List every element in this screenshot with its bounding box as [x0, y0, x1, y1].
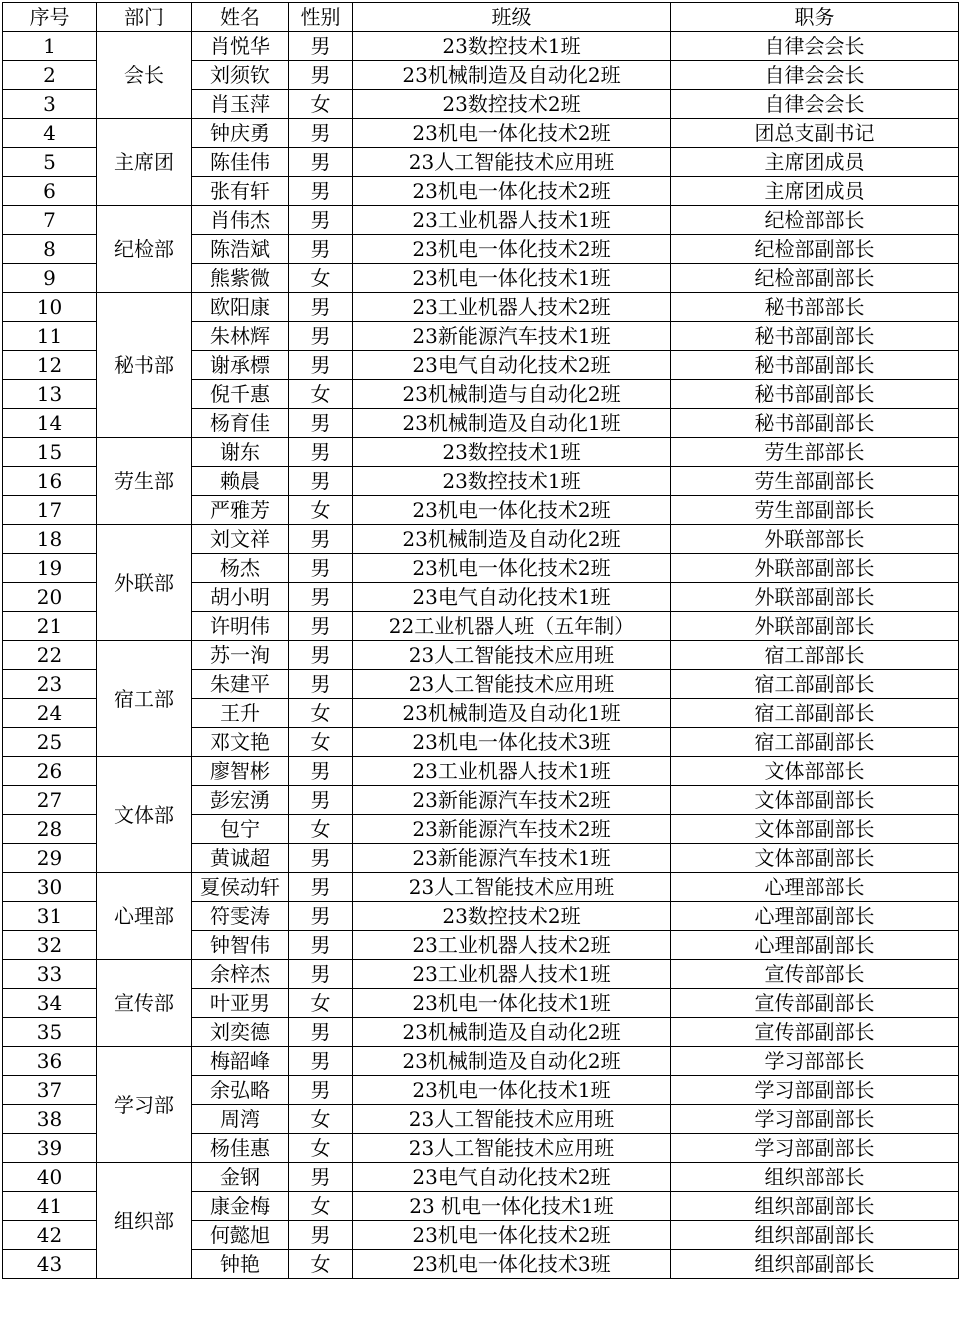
- row-number-cell: 18: [3, 525, 97, 554]
- row-number-cell: 12: [3, 351, 97, 380]
- header-row: [3, 3, 959, 32]
- position-cell: 宿工部副部长: [671, 699, 959, 728]
- gender-cell: 男: [289, 148, 353, 177]
- row-number-cell: 13: [3, 380, 97, 409]
- row-number-cell: 1: [3, 32, 97, 61]
- position-cell: 纪检部部长: [671, 206, 959, 235]
- row-number-cell: 38: [3, 1105, 97, 1134]
- row-number-cell: 11: [3, 322, 97, 351]
- class-cell: 23机械制造与自动化2班: [353, 380, 671, 409]
- class-cell: 23机械制造及自动化2班: [353, 525, 671, 554]
- name-cell: 肖玉萍: [192, 90, 289, 119]
- row-number-cell: 24: [3, 699, 97, 728]
- gender-cell: 男: [289, 554, 353, 583]
- row-number-cell: 37: [3, 1076, 97, 1105]
- position-cell: 心理部副部长: [671, 931, 959, 960]
- gender-cell: 男: [289, 1018, 353, 1047]
- row-number-cell: 9: [3, 264, 97, 293]
- department-cell: 文体部: [97, 757, 192, 873]
- position-cell: 自律会会长: [671, 90, 959, 119]
- class-cell: 23人工智能技术应用班: [353, 1105, 671, 1134]
- class-cell: 23机电一体化技术1班: [353, 264, 671, 293]
- class-cell: 23机械制造及自动化2班: [353, 1018, 671, 1047]
- name-cell: 倪千惠: [192, 380, 289, 409]
- class-cell: 23工业机器人技术1班: [353, 757, 671, 786]
- position-cell: 纪检部副部长: [671, 264, 959, 293]
- table-row: [3, 1163, 959, 1192]
- row-number-cell: 5: [3, 148, 97, 177]
- class-cell: 23电气自动化技术2班: [353, 351, 671, 380]
- row-number-cell: 14: [3, 409, 97, 438]
- class-cell: 23机电一体化技术2班: [353, 177, 671, 206]
- table-row: [3, 206, 959, 235]
- row-number-cell: 10: [3, 293, 97, 322]
- header-class: 班级: [353, 3, 671, 32]
- name-cell: 钟智伟: [192, 931, 289, 960]
- position-cell: 学习部副部长: [671, 1076, 959, 1105]
- table-row: [3, 119, 959, 148]
- class-cell: 23电气自动化技术1班: [353, 583, 671, 612]
- name-cell: 金钢: [192, 1163, 289, 1192]
- header-position: 职务: [671, 3, 959, 32]
- class-cell: 23机械制造及自动化1班: [353, 699, 671, 728]
- position-cell: 劳生部副部长: [671, 496, 959, 525]
- name-cell: 谢东: [192, 438, 289, 467]
- name-cell: 康金梅: [192, 1192, 289, 1221]
- table-row: [3, 960, 959, 989]
- name-cell: 朱建平: [192, 670, 289, 699]
- class-cell: 23人工智能技术应用班: [353, 148, 671, 177]
- department-cell: 外联部: [97, 525, 192, 641]
- position-cell: 组织部部长: [671, 1163, 959, 1192]
- gender-cell: 男: [289, 235, 353, 264]
- department-cell: 宿工部: [97, 641, 192, 757]
- position-cell: 秘书部副部长: [671, 322, 959, 351]
- class-cell: 23机电一体化技术2班: [353, 235, 671, 264]
- position-cell: 学习部副部长: [671, 1134, 959, 1163]
- class-cell: 23人工智能技术应用班: [353, 641, 671, 670]
- position-cell: 心理部部长: [671, 873, 959, 902]
- row-number-cell: 17: [3, 496, 97, 525]
- gender-cell: 女: [289, 90, 353, 119]
- position-cell: 文体部副部长: [671, 815, 959, 844]
- row-number-cell: 15: [3, 438, 97, 467]
- class-cell: 23人工智能技术应用班: [353, 873, 671, 902]
- name-cell: 邓文艳: [192, 728, 289, 757]
- position-cell: 宿工部副部长: [671, 728, 959, 757]
- table-row: [3, 32, 959, 61]
- name-cell: 叶亚男: [192, 989, 289, 1018]
- gender-cell: 男: [289, 844, 353, 873]
- class-cell: 23机电一体化技术3班: [353, 728, 671, 757]
- gender-cell: 男: [289, 409, 353, 438]
- name-cell: 刘文祥: [192, 525, 289, 554]
- row-number-cell: 40: [3, 1163, 97, 1192]
- row-number-cell: 2: [3, 61, 97, 90]
- name-cell: 钟庆勇: [192, 119, 289, 148]
- name-cell: 符雯涛: [192, 902, 289, 931]
- position-cell: 宣传部副部长: [671, 989, 959, 1018]
- gender-cell: 男: [289, 1221, 353, 1250]
- name-cell: 谢承標: [192, 351, 289, 380]
- gender-cell: 男: [289, 786, 353, 815]
- class-cell: 23新能源汽车技术1班: [353, 844, 671, 873]
- row-number-cell: 26: [3, 757, 97, 786]
- roster-body: [3, 32, 959, 1279]
- name-cell: 刘奕德: [192, 1018, 289, 1047]
- class-cell: 23人工智能技术应用班: [353, 1134, 671, 1163]
- table-row: [3, 525, 959, 554]
- row-number-cell: 43: [3, 1250, 97, 1279]
- row-number-cell: 7: [3, 206, 97, 235]
- class-cell: 23工业机器人技术1班: [353, 206, 671, 235]
- position-cell: 外联部副部长: [671, 612, 959, 641]
- row-number-cell: 4: [3, 119, 97, 148]
- position-cell: 宿工部部长: [671, 641, 959, 670]
- header-name: 姓名: [192, 3, 289, 32]
- roster-table: [2, 2, 959, 1279]
- department-cell: 主席团: [97, 119, 192, 206]
- gender-cell: 女: [289, 1134, 353, 1163]
- position-cell: 自律会会长: [671, 32, 959, 61]
- class-cell: 23数控技术2班: [353, 90, 671, 119]
- position-cell: 文体部副部长: [671, 844, 959, 873]
- class-cell: 23人工智能技术应用班: [353, 670, 671, 699]
- row-number-cell: 8: [3, 235, 97, 264]
- gender-cell: 男: [289, 583, 353, 612]
- position-cell: 自律会会长: [671, 61, 959, 90]
- class-cell: 23工业机器人技术1班: [353, 960, 671, 989]
- gender-cell: 男: [289, 61, 353, 90]
- position-cell: 劳生部部长: [671, 438, 959, 467]
- name-cell: 余弘略: [192, 1076, 289, 1105]
- position-cell: 学习部副部长: [671, 1105, 959, 1134]
- position-cell: 组织部副部长: [671, 1250, 959, 1279]
- position-cell: 秘书部部长: [671, 293, 959, 322]
- position-cell: 宣传部副部长: [671, 1018, 959, 1047]
- row-number-cell: 32: [3, 931, 97, 960]
- row-number-cell: 39: [3, 1134, 97, 1163]
- name-cell: 欧阳康: [192, 293, 289, 322]
- position-cell: 外联部副部长: [671, 583, 959, 612]
- class-cell: 23机电一体化技术2班: [353, 119, 671, 148]
- position-cell: 学习部部长: [671, 1047, 959, 1076]
- header-department: 部门: [97, 3, 192, 32]
- name-cell: 梅韶峰: [192, 1047, 289, 1076]
- gender-cell: 男: [289, 670, 353, 699]
- name-cell: 严雅芳: [192, 496, 289, 525]
- header-gender: 性别: [289, 3, 353, 32]
- class-cell: 23机械制造及自动化2班: [353, 1047, 671, 1076]
- class-cell: 23数控技术2班: [353, 902, 671, 931]
- gender-cell: 男: [289, 1076, 353, 1105]
- department-cell: 劳生部: [97, 438, 192, 525]
- name-cell: 周湾: [192, 1105, 289, 1134]
- name-cell: 彭宏湧: [192, 786, 289, 815]
- position-cell: 文体部部长: [671, 757, 959, 786]
- name-cell: 许明伟: [192, 612, 289, 641]
- row-number-cell: 31: [3, 902, 97, 931]
- row-number-cell: 19: [3, 554, 97, 583]
- name-cell: 熊紫微: [192, 264, 289, 293]
- gender-cell: 男: [289, 32, 353, 61]
- row-number-cell: 22: [3, 641, 97, 670]
- name-cell: 肖伟杰: [192, 206, 289, 235]
- row-number-cell: 27: [3, 786, 97, 815]
- gender-cell: 男: [289, 757, 353, 786]
- class-cell: 23数控技术1班: [353, 467, 671, 496]
- department-cell: 心理部: [97, 873, 192, 960]
- name-cell: 黄诚超: [192, 844, 289, 873]
- department-cell: 组织部: [97, 1163, 192, 1279]
- gender-cell: 女: [289, 699, 353, 728]
- row-number-cell: 30: [3, 873, 97, 902]
- row-number-cell: 23: [3, 670, 97, 699]
- name-cell: 余梓杰: [192, 960, 289, 989]
- gender-cell: 女: [289, 1192, 353, 1221]
- row-number-cell: 6: [3, 177, 97, 206]
- class-cell: 22工业机器人班（五年制）: [353, 612, 671, 641]
- department-cell: 会长: [97, 32, 192, 119]
- row-number-cell: 36: [3, 1047, 97, 1076]
- position-cell: 宿工部副部长: [671, 670, 959, 699]
- gender-cell: 女: [289, 815, 353, 844]
- gender-cell: 男: [289, 902, 353, 931]
- class-cell: 23机械制造及自动化1班: [353, 409, 671, 438]
- class-cell: 23机电一体化技术1班: [353, 989, 671, 1018]
- row-number-cell: 3: [3, 90, 97, 119]
- position-cell: 外联部副部长: [671, 554, 959, 583]
- table-row: [3, 1047, 959, 1076]
- class-cell: 23工业机器人技术2班: [353, 293, 671, 322]
- name-cell: 杨育佳: [192, 409, 289, 438]
- name-cell: 赖晨: [192, 467, 289, 496]
- class-cell: 23机电一体化技术2班: [353, 1221, 671, 1250]
- department-cell: 学习部: [97, 1047, 192, 1163]
- name-cell: 肖悦华: [192, 32, 289, 61]
- gender-cell: 男: [289, 960, 353, 989]
- department-cell: 秘书部: [97, 293, 192, 438]
- class-cell: 23机电一体化技术2班: [353, 554, 671, 583]
- name-cell: 胡小明: [192, 583, 289, 612]
- class-cell: 23新能源汽车技术2班: [353, 786, 671, 815]
- class-cell: 23工业机器人技术2班: [353, 931, 671, 960]
- gender-cell: 男: [289, 322, 353, 351]
- department-cell: 纪检部: [97, 206, 192, 293]
- gender-cell: 女: [289, 728, 353, 757]
- row-number-cell: 21: [3, 612, 97, 641]
- row-number-cell: 33: [3, 960, 97, 989]
- row-number-cell: 34: [3, 989, 97, 1018]
- row-number-cell: 25: [3, 728, 97, 757]
- name-cell: 杨杰: [192, 554, 289, 583]
- name-cell: 王升: [192, 699, 289, 728]
- gender-cell: 男: [289, 873, 353, 902]
- class-cell: 23数控技术1班: [353, 438, 671, 467]
- name-cell: 廖智彬: [192, 757, 289, 786]
- name-cell: 钟艳: [192, 1250, 289, 1279]
- class-cell: 23电气自动化技术2班: [353, 1163, 671, 1192]
- position-cell: 劳生部副部长: [671, 467, 959, 496]
- class-cell: 23机电一体化技术3班: [353, 1250, 671, 1279]
- position-cell: 纪检部副部长: [671, 235, 959, 264]
- position-cell: 秘书部副部长: [671, 380, 959, 409]
- name-cell: 夏侯动轩: [192, 873, 289, 902]
- position-cell: 组织部副部长: [671, 1221, 959, 1250]
- name-cell: 张有轩: [192, 177, 289, 206]
- name-cell: 刘须钦: [192, 61, 289, 90]
- class-cell: 23数控技术1班: [353, 32, 671, 61]
- position-cell: 文体部副部长: [671, 786, 959, 815]
- gender-cell: 男: [289, 293, 353, 322]
- position-cell: 宣传部部长: [671, 960, 959, 989]
- name-cell: 苏一洵: [192, 641, 289, 670]
- table-row: [3, 293, 959, 322]
- position-cell: 外联部部长: [671, 525, 959, 554]
- gender-cell: 男: [289, 177, 353, 206]
- table-row: [3, 757, 959, 786]
- table-row: [3, 873, 959, 902]
- gender-cell: 女: [289, 264, 353, 293]
- position-cell: 秘书部副部长: [671, 409, 959, 438]
- row-number-cell: 35: [3, 1018, 97, 1047]
- position-cell: 团总支副书记: [671, 119, 959, 148]
- gender-cell: 男: [289, 612, 353, 641]
- gender-cell: 女: [289, 496, 353, 525]
- table-row: [3, 641, 959, 670]
- class-cell: 23新能源汽车技术2班: [353, 815, 671, 844]
- row-number-cell: 41: [3, 1192, 97, 1221]
- row-number-cell: 16: [3, 467, 97, 496]
- name-cell: 陈浩斌: [192, 235, 289, 264]
- name-cell: 包宁: [192, 815, 289, 844]
- header-no: 序号: [3, 3, 97, 32]
- department-cell: 宣传部: [97, 960, 192, 1047]
- row-number-cell: 20: [3, 583, 97, 612]
- name-cell: 陈佳伟: [192, 148, 289, 177]
- name-cell: 杨佳惠: [192, 1134, 289, 1163]
- gender-cell: 男: [289, 1047, 353, 1076]
- class-cell: 23机电一体化技术1班: [353, 1076, 671, 1105]
- name-cell: 朱林辉: [192, 322, 289, 351]
- row-number-cell: 42: [3, 1221, 97, 1250]
- gender-cell: 女: [289, 989, 353, 1018]
- class-cell: 23机械制造及自动化2班: [353, 61, 671, 90]
- position-cell: 心理部副部长: [671, 902, 959, 931]
- position-cell: 组织部副部长: [671, 1192, 959, 1221]
- table-row: [3, 438, 959, 467]
- position-cell: 秘书部副部长: [671, 351, 959, 380]
- gender-cell: 男: [289, 351, 353, 380]
- gender-cell: 男: [289, 641, 353, 670]
- row-number-cell: 29: [3, 844, 97, 873]
- gender-cell: 女: [289, 1250, 353, 1279]
- gender-cell: 女: [289, 380, 353, 409]
- row-number-cell: 28: [3, 815, 97, 844]
- position-cell: 主席团成员: [671, 177, 959, 206]
- name-cell: 何懿旭: [192, 1221, 289, 1250]
- gender-cell: 男: [289, 119, 353, 148]
- class-cell: 23 机电一体化技术1班: [353, 1192, 671, 1221]
- gender-cell: 男: [289, 467, 353, 496]
- class-cell: 23机电一体化技术2班: [353, 496, 671, 525]
- gender-cell: 男: [289, 1163, 353, 1192]
- gender-cell: 男: [289, 206, 353, 235]
- gender-cell: 男: [289, 931, 353, 960]
- gender-cell: 男: [289, 438, 353, 467]
- class-cell: 23新能源汽车技术1班: [353, 322, 671, 351]
- gender-cell: 男: [289, 525, 353, 554]
- gender-cell: 女: [289, 1105, 353, 1134]
- position-cell: 主席团成员: [671, 148, 959, 177]
